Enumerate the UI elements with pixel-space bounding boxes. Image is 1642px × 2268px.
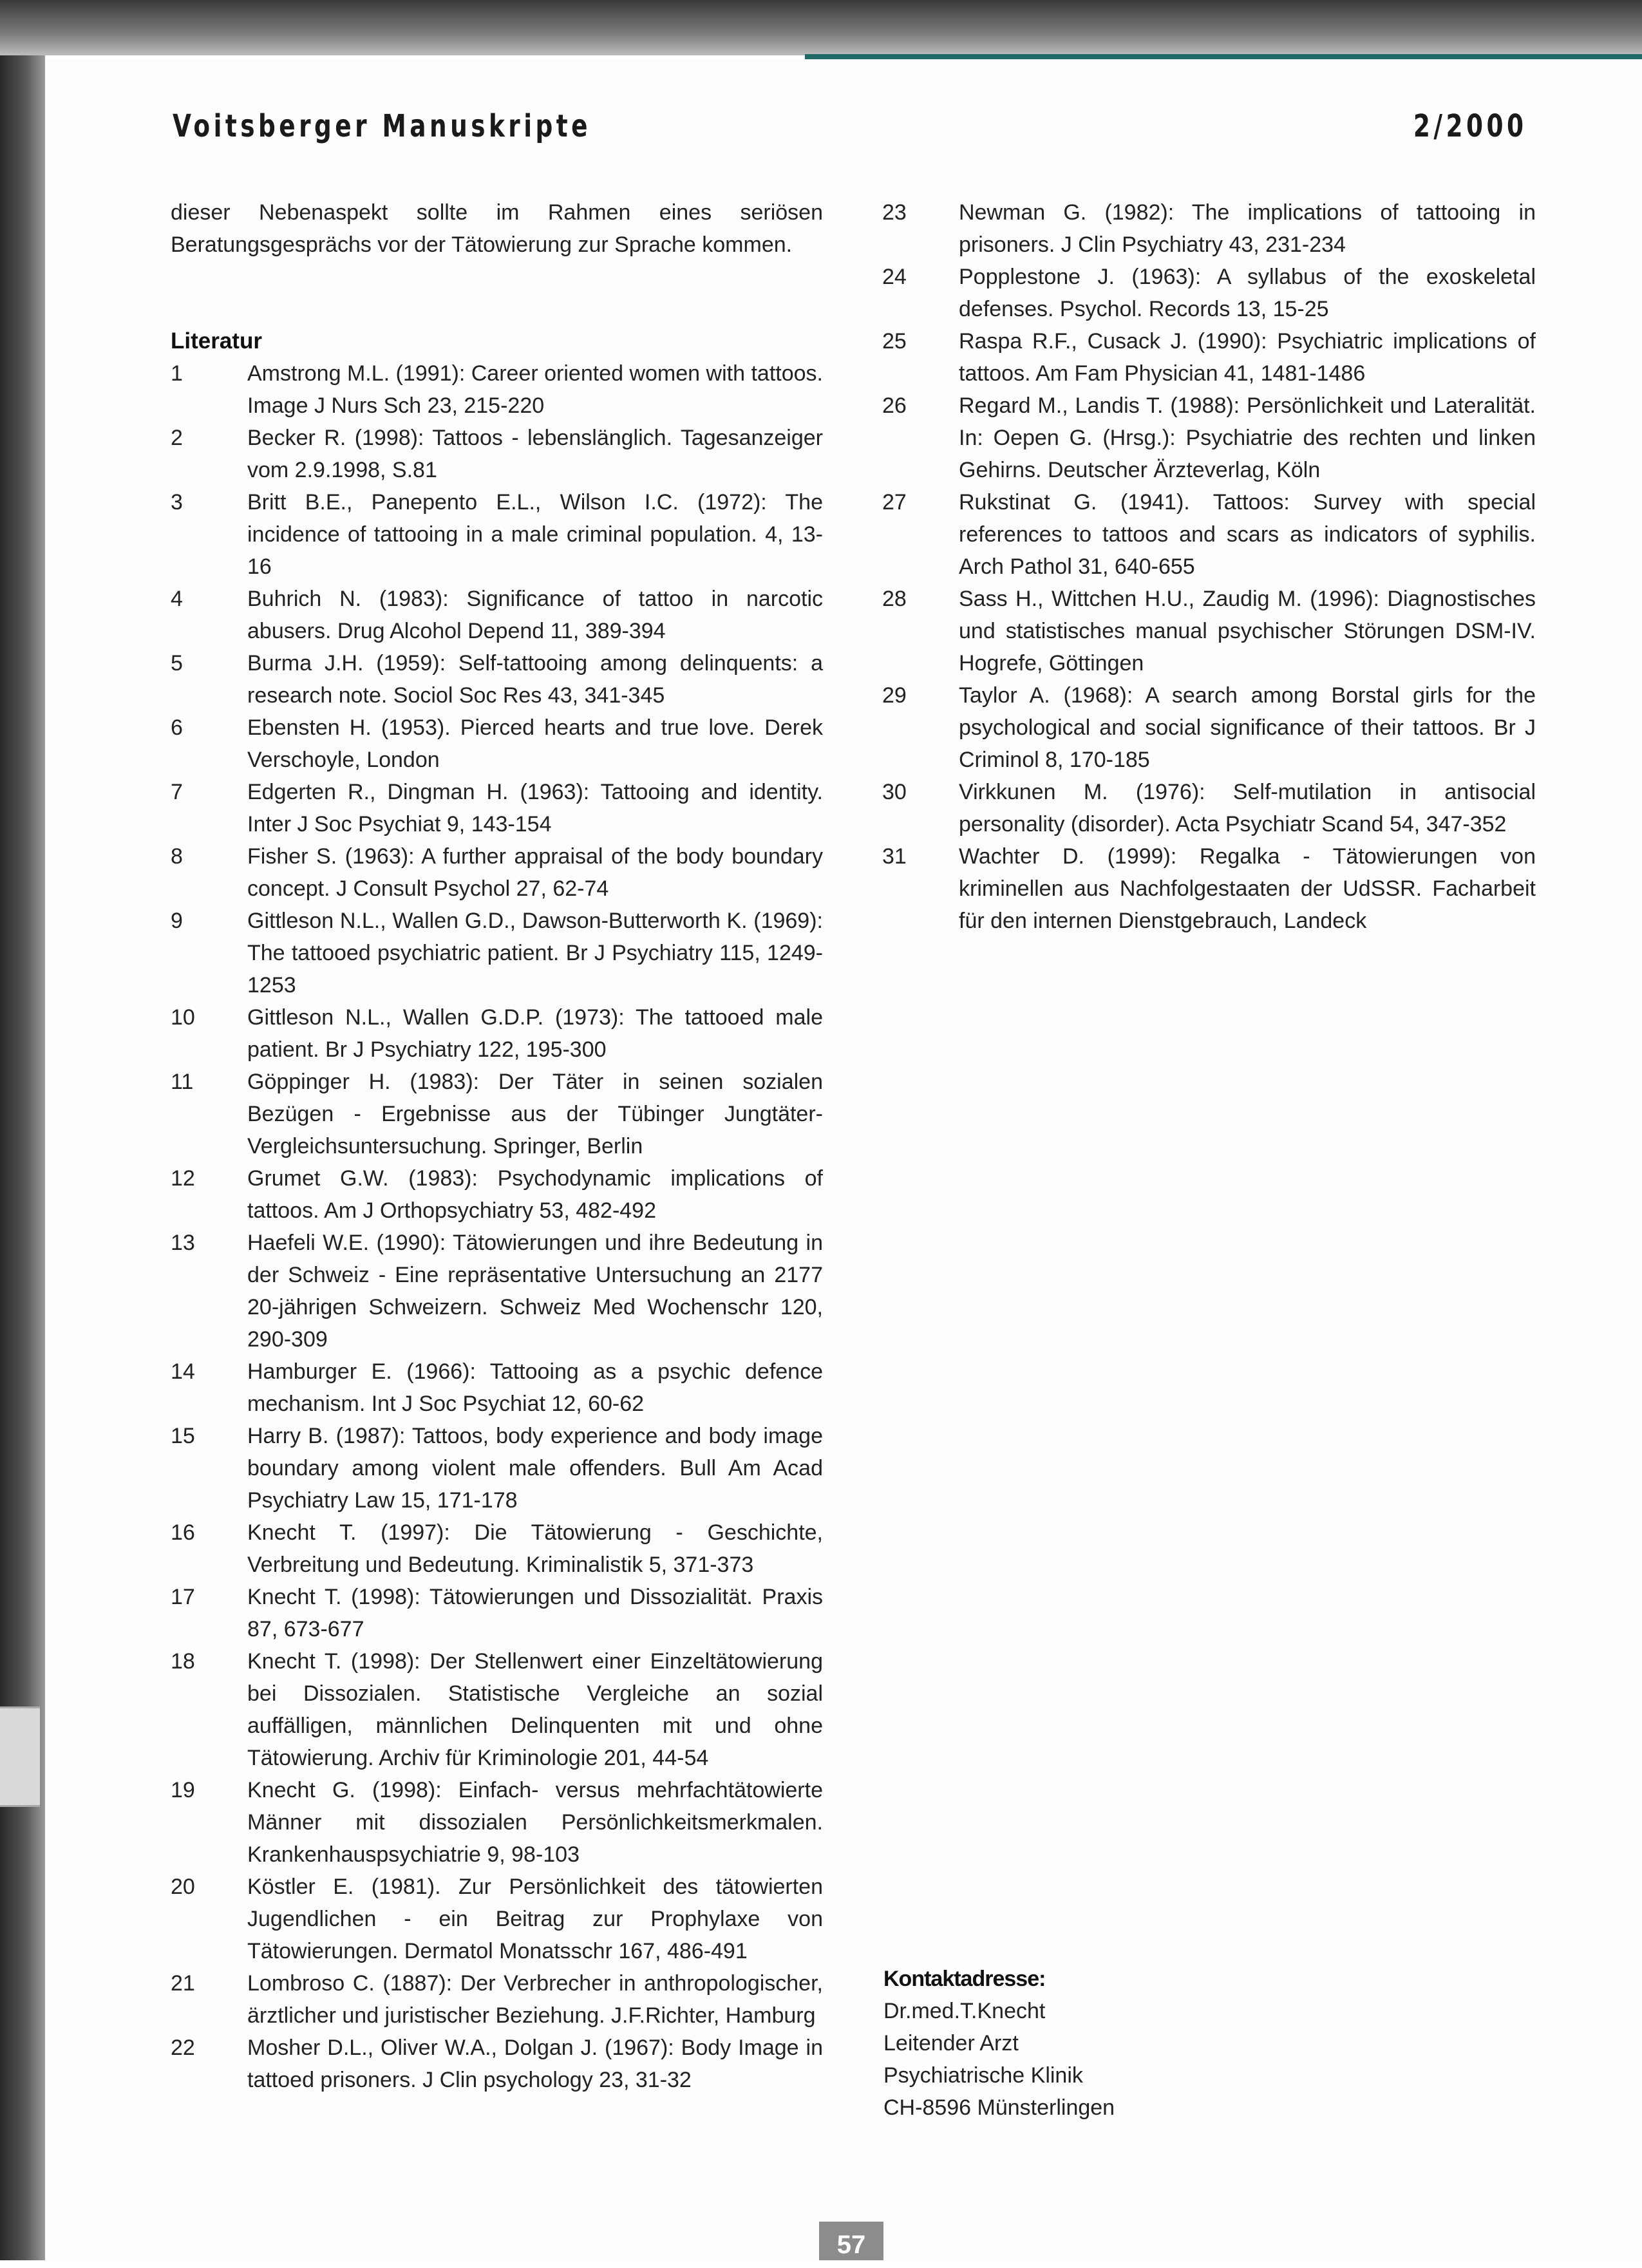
reference-item	[171, 776, 823, 840]
reference-item	[882, 390, 1536, 486]
reference-number: 8	[171, 844, 183, 869]
reference-number: 10	[171, 1005, 195, 1030]
reference-item	[171, 1066, 823, 1162]
reference-number: 2	[171, 426, 183, 450]
reference-item	[882, 325, 1536, 390]
reference-text: Knecht T. (1997): Die Tätowierung - Geschichte, Verbreitung und Bedeutung. Kriminalistik 5, 371-373	[247, 1520, 823, 1577]
reference-number: 19	[171, 1778, 195, 1802]
reference-text: Rukstinat G. (1941). Tattoos: Survey with special references to tattoos and scars as indicators of syphilis. Arch Pathol 31, 640-655	[959, 490, 1536, 579]
reference-number: 22	[171, 2036, 195, 2060]
reference-text: Ebensten H. (1953). Pierced hearts and true love. Derek Verschoyle, London	[247, 715, 823, 772]
reference-text: Becker R. (1998): Tattoos - lebenslänglich. Tagesanzeiger vom 2.9.1998, S.81	[247, 426, 823, 482]
reference-number: 18	[171, 1649, 195, 1674]
reference-item	[171, 840, 823, 905]
reference-text: Edgerten R., Dingman H. (1963): Tattooing and identity. Inter J Soc Psychiat 9, 143-154	[247, 780, 823, 836]
contact-heading: Kontaktadresse:	[883, 1967, 1046, 1991]
reference-text: Harry B. (1987): Tattoos, body experience and body image boundary among violent male offenders. Bull Am Acad Psychiatry Law 15, 171-178	[247, 1424, 823, 1513]
reference-item	[171, 1162, 823, 1227]
reference-item	[171, 1581, 823, 1645]
scan-shadow-top	[0, 0, 1642, 55]
reference-text: Virkkunen M. (1976): Self-mutilation in antisocial personality (disorder). Acta Psychiatr Scand 54, 347-352	[959, 780, 1536, 836]
literature-heading: Literatur	[171, 328, 262, 354]
reference-item	[171, 1967, 823, 2032]
reference-number: 9	[171, 909, 183, 933]
reference-number: 4	[171, 587, 183, 611]
reference-number: 6	[171, 715, 183, 740]
reference-item	[882, 583, 1536, 679]
reference-text: Newman G. (1982): The implications of tattooing in prisoners. J Clin Psychiatry 43, 231-234	[959, 200, 1536, 257]
reference-item	[171, 1517, 823, 1581]
reference-item	[882, 840, 1536, 937]
reference-text: Haefeli W.E. (1990): Tätowierungen und ihre Bedeutung in der Schweiz - Eine repräsentative Untersuchung an 2177 20-jährigen Schweizern. Schweiz Med Wochenschr 120, 290-309	[247, 1231, 823, 1352]
reference-item	[171, 905, 823, 1001]
reference-number: 21	[171, 1971, 195, 1996]
reference-item	[171, 1356, 823, 1420]
reference-list-right	[882, 196, 1536, 937]
reference-item	[171, 1871, 823, 1967]
reference-item	[171, 1227, 823, 1356]
reference-number: 11	[171, 1070, 194, 1094]
reference-item	[171, 2032, 823, 2096]
reference-number: 30	[882, 780, 907, 804]
reference-number: 28	[882, 587, 907, 611]
reference-text: Taylor A. (1968): A search among Borstal girls for the psychological and social significance of their tattoos. Br J Criminol 8, 170-185	[959, 683, 1536, 772]
reference-number: 26	[882, 393, 907, 418]
reference-number: 15	[171, 1424, 195, 1448]
reference-text: Göppinger H. (1983): Der Täter in seinen sozialen Bezügen - Ergebnisse aus der Tübinger Jungtäter-Vergleichsuntersuchung. Springer, Berlin	[247, 1070, 823, 1158]
reference-list-left	[171, 357, 823, 2096]
reference-text: Fisher S. (1963): A further appraisal of the body boundary concept. J Consult Psychol 27, 62-74	[247, 844, 823, 901]
reference-number: 7	[171, 780, 183, 804]
reference-text: Regard M., Landis T. (1988): Persönlichkeit und Lateralität. In: Oepen G. (Hrsg.): Psychiatrie des rechten und linken Gehirns. Deutscher Ärzteverlag, Köln	[959, 393, 1536, 482]
page-edge-tab	[0, 1706, 40, 1807]
reference-item	[171, 1420, 823, 1517]
reference-text: Sass H., Wittchen H.U., Zaudig M. (1996): Diagnostisches und statistisches manual psychischer Störungen DSM-IV. Hogrefe, Göttingen	[959, 587, 1536, 676]
reference-text: Amstrong M.L. (1991): Career oriented women with tattoos. Image J Nurs Sch 23, 215-220	[247, 361, 823, 418]
reference-number: 25	[882, 329, 907, 354]
reference-text: Grumet G.W. (1983): Psychodynamic implications of tattoos. Am J Orthopsychiatry 53, 482-492	[247, 1166, 823, 1223]
reference-item	[882, 196, 1536, 261]
reference-text: Gittleson N.L., Wallen G.D.P. (1973): The tattooed male patient. Br J Psychiatry 122, 195-300	[247, 1005, 823, 1062]
reference-item	[882, 776, 1536, 840]
reference-text: Gittleson N.L., Wallen G.D., Dawson-Butterworth K. (1969): The tattooed psychiatric patient. Br J Psychiatry 115, 1249-1253	[247, 909, 823, 997]
reference-item	[171, 1774, 823, 1871]
reference-text: Knecht T. (1998): Der Stellenwert einer Einzeltätowierung bei Dissozialen. Statistische Vergleiche an sozial auffälligen, männlichen Delinquenten mit und ohne Tätowierung. Archiv für Kriminologie 201, 44-54	[247, 1649, 823, 1770]
reference-item	[171, 647, 823, 712]
reference-text: Popplestone J. (1963): A syllabus of the exoskeletal defenses. Psychol. Records 13, 15-25	[959, 265, 1536, 321]
reference-text: Britt B.E., Panepento E.L., Wilson I.C. (1972): The incidence of tattooing in a male criminal population. 4, 13-16	[247, 490, 823, 579]
scan-shadow-left	[0, 55, 45, 2260]
running-header-issue: 2/2000	[1413, 108, 1527, 144]
reference-number: 17	[171, 1585, 195, 1609]
reference-text: Hamburger E. (1966): Tattooing as a psychic defence mechanism. Int J Soc Psychiat 12, 60-62	[247, 1359, 823, 1416]
reference-item	[882, 486, 1536, 583]
page-number: 57	[819, 2222, 883, 2260]
reference-text: Mosher D.L., Oliver W.A., Dolgan J. (1967): Body Image in tattoed prisoners. J Clin psychology 23, 31-32	[247, 2036, 823, 2092]
reference-text: Köstler E. (1981). Zur Persönlichkeit des tätowierten Jugendlichen - ein Beitrag zur Prophylaxe von Tätowierungen. Dermatol Monatsschr 167, 486-491	[247, 1875, 823, 1963]
intro-paragraph: dieser Nebenaspekt sollte im Rahmen eines seriösen Beratungsgesprächs vor der Tätowierung zur Sprache kommen.	[171, 200, 823, 257]
reference-text: Burma J.H. (1959): Self-tattooing among delinquents: a research note. Sociol Soc Res 43, 341-345	[247, 651, 823, 708]
reference-number: 1	[171, 361, 183, 386]
reference-text: Wachter D. (1999): Regalka - Tätowierungen von kriminellen aus Nachfolgestaaten der UdSSR. Facharbeit für den internen Dienstgebrauch, Landeck	[959, 844, 1536, 933]
reference-item	[171, 583, 823, 647]
reference-text: Lombroso C. (1887): Der Verbrecher in anthropologischer, ärztlicher und juristischer Beziehung. J.F.Richter, Hamburg	[247, 1971, 823, 2028]
contact-line: Leitender Arzt	[883, 2031, 1019, 2055]
reference-text: Knecht G. (1998): Einfach- versus mehrfachtätowierte Männer mit dissozialen Persönlichkeitsmerkmalen. Krankenhauspsychiatrie 9, 98-103	[247, 1778, 823, 1867]
reference-item	[171, 1001, 823, 1066]
reference-number: 5	[171, 651, 183, 676]
running-header-journal: Voitsberger Manuskripte	[173, 108, 591, 144]
contact-line: Dr.med.T.Knecht	[883, 1999, 1046, 2023]
right-column	[882, 196, 1536, 937]
reference-item	[882, 261, 1536, 325]
reference-item	[882, 679, 1536, 776]
contact-line: Psychiatrische Klinik	[883, 2063, 1083, 2088]
reference-text: Knecht T. (1998): Tätowierungen und Dissozialität. Praxis 87, 673-677	[247, 1585, 823, 1641]
reference-number: 31	[882, 844, 907, 869]
reference-number: 14	[171, 1359, 195, 1384]
reference-item	[171, 712, 823, 776]
contact-block	[883, 1963, 1334, 2124]
reference-number: 29	[882, 683, 907, 708]
reference-number: 20	[171, 1875, 195, 1899]
reference-item	[171, 486, 823, 583]
reference-number: 16	[171, 1520, 195, 1545]
reference-number: 3	[171, 490, 183, 515]
reference-item	[171, 1645, 823, 1774]
reference-number: 13	[171, 1231, 195, 1255]
reference-number: 12	[171, 1166, 195, 1191]
reference-text: Raspa R.F., Cusack J. (1990): Psychiatric implications of tattoos. Am Fam Physician 41, 1481-1486	[959, 329, 1536, 386]
reference-item	[171, 422, 823, 486]
reference-number: 23	[882, 200, 907, 225]
reference-item	[171, 357, 823, 422]
reference-number: 24	[882, 265, 907, 289]
contact-line: CH-8596 Münsterlingen	[883, 2095, 1115, 2120]
left-column	[171, 196, 823, 2096]
reference-text: Buhrich N. (1983): Significance of tattoo in narcotic abusers. Drug Alcohol Depend 11, 389-394	[247, 587, 823, 643]
reference-number: 27	[882, 490, 907, 515]
